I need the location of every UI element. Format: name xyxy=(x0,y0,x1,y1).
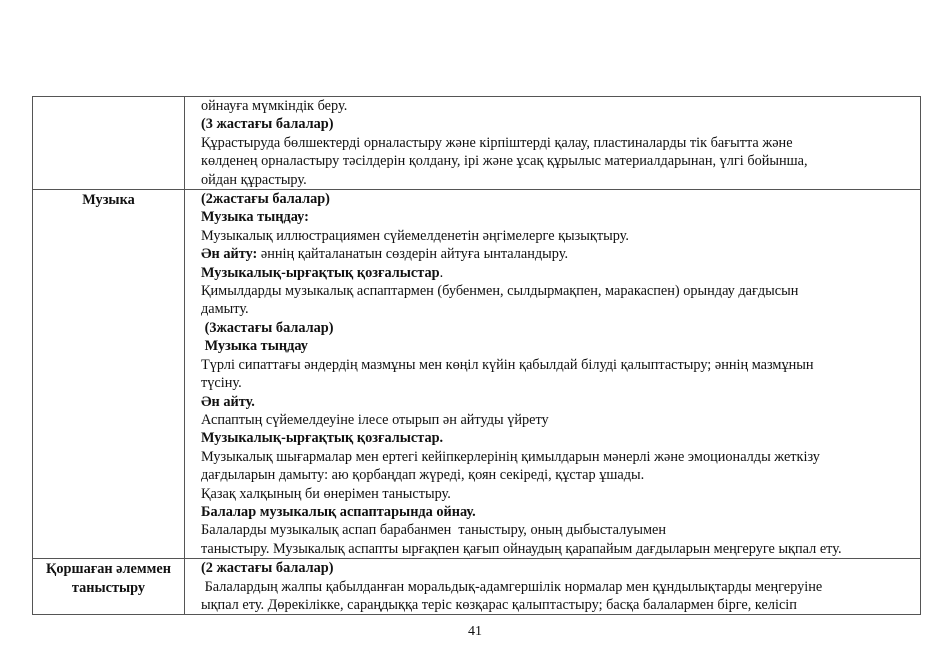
text-line: ойнауға мүмкіндік беру. xyxy=(201,98,348,114)
content-cell xyxy=(185,190,921,559)
text-line: таныстыру. Музыкалық аспапты ырғақпен қағып ойнаудың қарапайым дағдыларын меңгеруге ықпал ету. xyxy=(201,540,842,557)
text-line: Түрлі сипаттағы әндердің мазмұны мен көңіл күйін қабылдай білуді қалыптастыру; әннің мазмұнын xyxy=(201,356,814,373)
text-line: Музыкалық иллюстрациямен сүйемелденетін әңгімелерге қызықтыру. xyxy=(201,227,629,244)
content-cell xyxy=(185,559,921,615)
text-line: ойдан құрастыру. xyxy=(201,171,307,188)
text-line: Музыкалық шығармалар мен ертегі кейіпкерлерінің қимылдарын мәнерлі және эмоционалды жеткізу xyxy=(201,448,820,465)
text-line xyxy=(201,245,916,263)
content-cell xyxy=(185,97,921,190)
subject-cell xyxy=(33,97,185,190)
text-line: Қимылдарды музыкалық аспаптармен (бубенмен, сылдырмақпен, маракаспен) орындау дағдысын xyxy=(201,283,799,300)
text-line: көлденең орналастыру тәсілдерін қолдану, ірі және ұсақ құрылыс материалдарынан, үлгі бойынша, xyxy=(201,153,808,170)
curriculum-table xyxy=(32,96,921,615)
section-heading: Музыкалық-ырғақтық қозғалыстар. xyxy=(201,430,444,447)
age-group-heading: (2 жастағы балалар) xyxy=(201,560,334,577)
section-heading: Балалар музыкалық аспаптарында ойнау. xyxy=(201,503,476,520)
inline-text: . xyxy=(439,264,444,281)
subject-line: таныстыру xyxy=(71,579,146,596)
inline-label: Музыкалық-ырғақтық қозғалыстар xyxy=(201,264,440,281)
text-line: Құрастыруда бөлшектерді орналастыру және кірпіштерді қалау, пластиналарды тік бағытта және xyxy=(201,134,793,151)
age-group-heading: (3 жастағы балалар) xyxy=(201,116,334,133)
subject-cell: Музыка xyxy=(33,190,185,559)
text-line: дағдыларын дамыту: аю қорбаңдап жүреді, қоян секіреді, құстар ұшады. xyxy=(201,467,645,484)
table-row xyxy=(33,559,921,615)
text-line: Балаларды музыкалық аспап барабанмен таныстыру, оның дыбысталуымен xyxy=(201,522,667,539)
text-line: Қазақ халқының би өнерімен таныстыру. xyxy=(201,485,451,502)
page-number: 41 xyxy=(468,624,482,639)
inline-text: әннің қайталанатын сөздерін айтуға ынталандыру. xyxy=(257,246,569,263)
section-heading: Ән айту. xyxy=(201,393,255,410)
table-row xyxy=(33,190,921,559)
text-line: Балалардың жалпы қабылданған моральдық-адамгершілік нормалар мен құндылықтарды меңгеруіне xyxy=(201,578,823,595)
text-line: Аспаптың сүйемелдеуіне ілесе отырып ән айтуды үйрету xyxy=(201,411,549,428)
text-line: ықпал ету. Дөрекілікке, сараңдыққа теріс көзқарас қалыптастыру; басқа балалармен бірге, келісіп xyxy=(201,596,797,613)
table-row xyxy=(33,97,921,190)
age-group-heading: (2жастағы балалар) xyxy=(201,191,330,208)
subject-cell xyxy=(33,559,185,615)
inline-label: Ән айту: xyxy=(201,246,258,263)
subject-line: Қоршаған әлеммен xyxy=(46,561,171,578)
age-group-heading: (3жастағы балалар) xyxy=(201,319,334,336)
text-line: түсіну. xyxy=(201,375,242,392)
text-line: дамыту. xyxy=(201,301,249,318)
text-line xyxy=(201,264,916,282)
section-heading: Музыка тыңдау xyxy=(201,338,308,355)
section-heading: Музыка тыңдау: xyxy=(201,209,309,226)
